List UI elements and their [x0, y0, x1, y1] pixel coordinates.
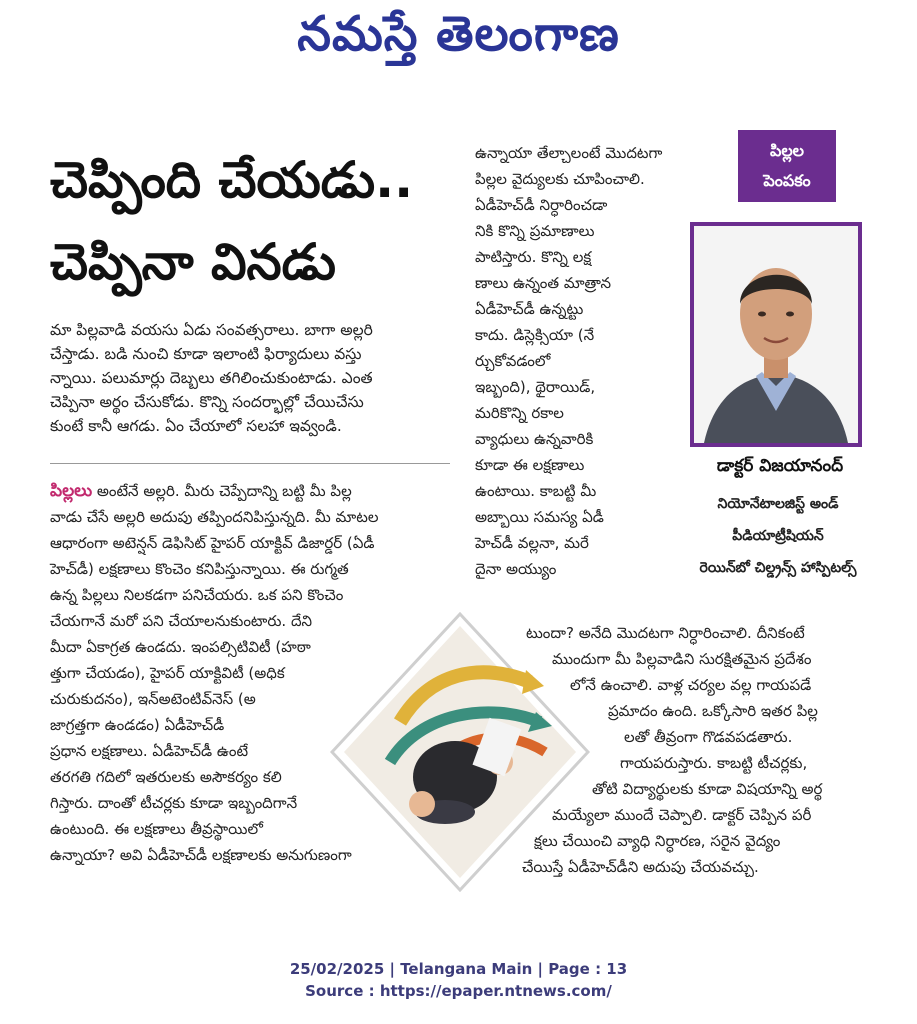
answer-line: పిల్లల వైద్యులకు చూపించాలి. — [475, 170, 645, 188]
question-line: న్నాయి. పలుమార్లు దెబ్బలు తగిలించుకుంటాడు. ఎంత — [50, 369, 373, 387]
answer-first-rest: అంటేనే అల్లరి. మీరు చెప్పేదాన్ని బట్టి మీ పిల్ల — [92, 482, 352, 500]
answer-line: ఇబ్బంది), థైరాయిడ్, — [475, 378, 596, 396]
answer-line: తోటి విద్యార్థులకు కూడా విషయాన్ని అర్థ — [592, 780, 823, 798]
doctor-name: డాక్టర్ విజయానంద్ — [716, 456, 844, 476]
question-line: చేస్తాడు. బడి నుంచి కూడా ఇలాంటి ఫిర్యాదులు వస్తు — [50, 345, 362, 363]
masthead — [0, 0, 917, 80]
answer-line: టుందా? అనేది మొదటగా నిర్ధారించాలి. దీనికంటే — [526, 624, 805, 642]
section-divider — [50, 463, 450, 464]
answer-line: ప్రమాదం ఉంది. ఒక్కోసారి ఇతర పిల్ల — [608, 702, 818, 720]
answer-line: మరికొన్ని రకాల — [475, 404, 564, 422]
question-line: కుంటే కానీ ఆగడు. ఏం చేయాలో సలహా ఇవ్వండి. — [50, 417, 342, 435]
answer-first-line — [50, 478, 445, 504]
masthead-title: నమస్తే తెలంగాణ — [297, 6, 620, 62]
answer-column-middle — [475, 140, 665, 582]
answer-line: మయ్యేలా ముందే చెప్పాలి. డాక్టర్ చెప్పిన పరీ — [552, 806, 812, 824]
answer-line: చేయగానే మరో పని చేయాలనుకుంటారు. దేని — [50, 612, 313, 630]
doctor-photo — [690, 222, 862, 447]
answer-line: గాయపరుస్తారు. కాబట్టి టీచర్లకు, — [620, 754, 808, 772]
answer-line: తరగతి గదిలో ఇతరులకు అసౌకర్యం కలి — [50, 768, 282, 786]
answer-line: ముందుగా మీ పిల్లవాడిని సురక్షితమైన ప్రదేశం — [552, 650, 812, 668]
answer-line: వాడు చేసే అల్లరి అదుపు తప్పిందనిపిస్తున్నది. మీ మాటల — [50, 508, 379, 526]
answer-line: ఉన్నాయా తేల్చాలంటే మొదటగా — [475, 144, 663, 162]
answer-line: కూడా ఈ లక్షణాలు — [475, 456, 585, 474]
answer-line: హెచ్‌డీ) లక్షణాలు కొంచెం కనిపిస్తున్నాయి. ఈ రుగ్మత — [50, 560, 349, 578]
reader-question — [50, 318, 445, 438]
answer-line: దైనా అయ్యుం — [475, 560, 557, 578]
answer-line: ఉంటాయి. కాబట్టి మీ — [475, 482, 597, 500]
answer-line: మీదా ఏకాగ్రత ఉండదు. ఇంపల్సిటివిటీ (హఠా — [50, 638, 311, 656]
answer-line: క్షలు చేయించి వ్యాధి నిర్ధారణ, సరైన వైద్యం — [534, 832, 781, 850]
answer-line: త్తుగా చేయడం), హైపర్ యాక్టివిటీ (అధిక — [50, 664, 285, 682]
answer-line: లతో తీవ్రంగా గొడవపడతారు. — [624, 728, 793, 746]
answer-line: పాటిస్తారు. కొన్ని లక్ష — [475, 248, 592, 266]
answer-line: చేయిస్తే ఏడీహెచ్‌డీని అదుపు చేయవచ్చు. — [522, 858, 759, 876]
doctor-role-line-1: నియోనేటాలజిస్ట్ అండ్ — [717, 496, 839, 512]
section-tag-line-2: పెంపకం — [763, 171, 811, 190]
answer-line: ఉన్న పిల్లలు నిలకడగా పనిచేయరు. ఒక పని కొంచెం — [50, 586, 344, 604]
answer-line: ఉంటుంది. ఈ లక్షణాలు తీవ్రస్థాయిలో — [50, 820, 263, 838]
footer-date-page: 25/02/2025 | Telangana Main | Page : 13 — [289, 960, 628, 978]
answer-line: ఏడీహెచ్‌డీ ఉన్నట్టు — [475, 300, 584, 318]
section-tag — [738, 130, 836, 202]
answer-line: ర్చుకోవడంలో — [475, 352, 551, 370]
answer-line: గిస్తారు. దాంతో టీచర్లకు కూడా ఇబ్బందిగానే — [50, 794, 298, 812]
answer-line: ఏడీహెచ్‌డీ నిర్ధారించడా — [475, 196, 608, 214]
answer-line: వ్యాధులు ఉన్నవారికి — [475, 430, 594, 448]
answer-line: అబ్బాయి సమస్య ఏడీ — [475, 508, 604, 526]
answer-line: ఉన్నాయా? అవి ఏడీహెచ్‌డీ లక్షణాలకు అనుగుణంగా — [50, 846, 352, 864]
doctor-portrait-illustration — [694, 226, 858, 443]
footer — [0, 958, 917, 1002]
answer-line: ణాలు ఉన్నంత మాత్రాన — [475, 274, 611, 292]
answer-line: జాగ్రత్తగా ఉండడం) ఏడీహెచ్‌డీ — [50, 716, 225, 734]
answer-line: నికి కొన్ని ప్రమాణాలు — [475, 222, 595, 240]
answer-line: హెచ్‌డీ వల్లనా, మరే — [475, 534, 589, 552]
doctor-role-line-2: పీడియాట్రీషియన్ — [732, 528, 824, 544]
answer-column-lower — [520, 620, 880, 880]
footer-source: Source : https://epaper.ntnews.com/ — [305, 982, 612, 1000]
answer-line: చురుకుదనం), ఇన్‌అటెంటివ్‌నెస్ (అ — [50, 690, 256, 708]
lead-word: పిల్లలు — [50, 481, 93, 501]
answer-line: ప్రధాన లక్షణాలు. ఏడీహెచ్‌డీ ఉంటే — [50, 742, 249, 760]
section-tag-line-1: పిల్లల — [769, 141, 805, 160]
question-line: మా పిల్లవాడి వయసు ఏడు సంవత్సరాలు. బాగా అల్లరి — [50, 321, 373, 339]
answer-line: కాదు. డిస్లెక్సియా (నే — [475, 326, 595, 344]
answer-line: ఆధారంగా అటెన్షన్ డెఫిసిట్ హైపర్ యాక్టివ్ డిజార్డర్ (ఏడీ — [50, 534, 375, 552]
answer-line: లోనే ఉంచాలి. వాళ్ల చర్యల వల్ల గాయపడే — [570, 676, 812, 694]
headline-line-1: చెప్పింది చేయడు.. — [50, 151, 414, 209]
headline-line-2: చెప్పినా వినడు — [50, 233, 336, 291]
doctor-hospital: రెయిన్‌బో చిల్డ్రన్స్ హాస్పిటల్స్ — [699, 560, 857, 576]
question-line: చెప్పినా అర్థం చేసుకోడు. కొన్ని సందర్భాల్లో చేయిచేసు — [50, 393, 364, 411]
